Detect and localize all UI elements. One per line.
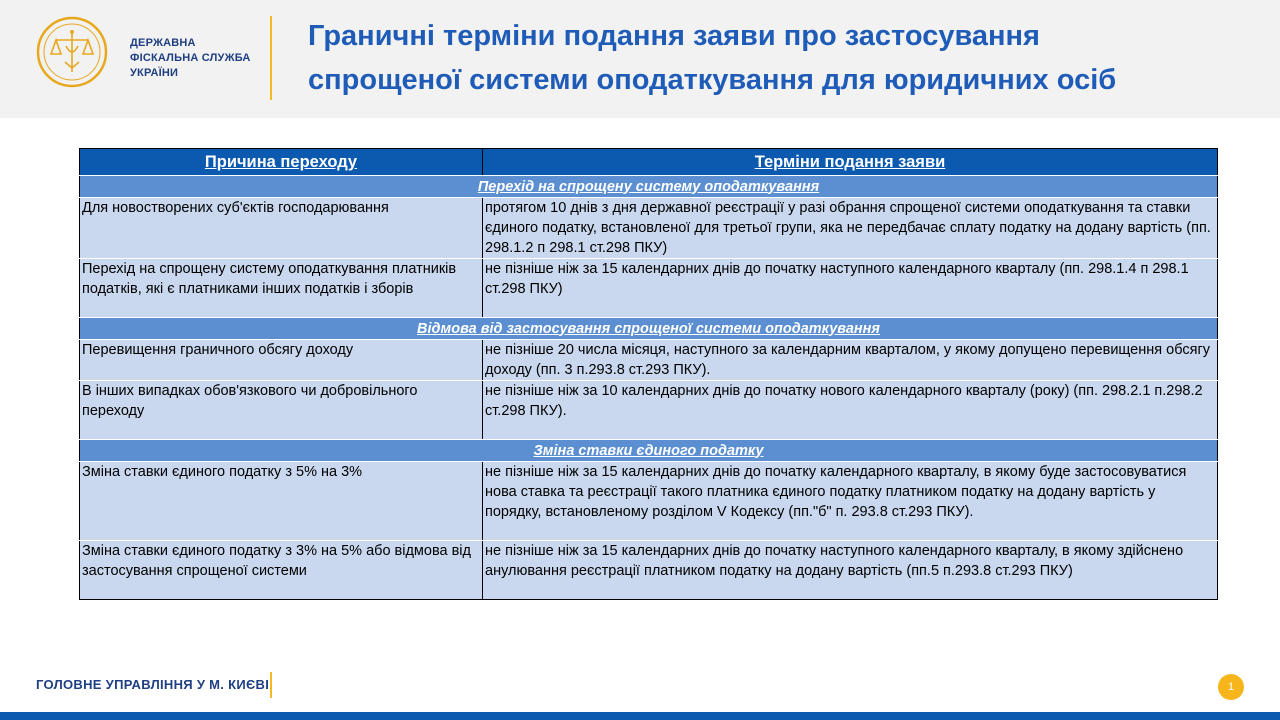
table-row [80,259,1218,318]
reason-cell: Зміна ставки єдиного податку з 5% на 3% [80,462,483,541]
table-row [80,340,1218,381]
footer-divider [270,672,272,698]
table-row [80,198,1218,259]
section-title: Перехід на спрощену систему оподаткування [80,176,1218,198]
section-row [80,440,1218,462]
section-row [80,318,1218,340]
term-cell: не пізніше ніж за 15 календарних днів до початку календарного кварталу, в якому буде застосовуватися нова ставка та реєстрації такого платника єдиного податку платником податку на додану вартість у порядку, встановленому розділом V Кодексу (пп."б" п. 293.8 ст.293 ПКУ). [483,462,1218,541]
table-row [80,381,1218,440]
slide-title [308,14,1268,102]
table-header-row [80,149,1218,176]
section-row [80,176,1218,198]
slide-header [0,0,1280,118]
term-cell: не пізніше ніж за 10 календарних днів до початку нового календарного кварталу (року) (пп. 298.2.1 п.298.2 ст.298 ПКУ). [483,381,1218,440]
reason-cell: Для новостворених суб'єктів господарювання [80,198,483,259]
organization-name-line-3: УКРАЇНИ [130,67,179,79]
term-cell: протягом 10 днів з дня державної реєстрації у разі обрання спрощеної системи оподаткування та ставки єдиного податку, встановленої для третьої групи, яка не передбачає сплату податку на додану вартість (пп. 298.1.2 п 298.1 ст.298 ПКУ) [483,198,1218,259]
section-title: Відмова від застосування спрощеної системи оподаткування [80,318,1218,340]
organization-name-line-1: ДЕРЖАВНА [130,37,196,49]
header-divider [270,16,272,100]
section-title: Зміна ставки єдиного податку [80,440,1218,462]
table-row [80,541,1218,600]
term-cell: не пізніше ніж за 15 календарних днів до початку наступного календарного кварталу, в якому здійснено анулювання реєстрації платником податку на додану вартість (пп.5 п.293.8 ст.293 ПКУ) [483,541,1218,600]
reason-cell: Перевищення граничного обсягу доходу [80,340,483,381]
footer-department: ГОЛОВНЕ УПРАВЛІННЯ У М. КИЄВІ [36,677,270,692]
page-number-badge: 1 [1218,674,1244,700]
table-row [80,462,1218,541]
column-header-terms: Терміни подання заяви [483,149,1218,176]
bottom-accent-bar [0,712,1280,720]
organization-name [130,36,270,81]
organization-name-line-2: ФІСКАЛЬНА СЛУЖБА [130,52,251,64]
column-header-reason: Причина переходу [80,149,483,176]
term-cell: не пізніше 20 числа місяця, наступного за календарним кварталом, у якому допущено перевищення обсягу доходу (пп. 3 п.293.8 ст.293 ПКУ). [483,340,1218,381]
deadlines-table [79,148,1218,600]
tax-service-emblem-icon [36,16,108,88]
reason-cell: Зміна ставки єдиного податку з 3% на 5% або відмова від застосування спрощеної системи [80,541,483,600]
term-cell: не пізніше ніж за 15 календарних днів до початку наступного календарного кварталу (пп. 298.1.4 п 298.1 ст.298 ПКУ) [483,259,1218,318]
reason-cell: Перехід на спрощену систему оподаткування платників податків, які є платниками інших податків і зборів [80,259,483,318]
slide-title-line-1: Граничні терміни подання заяви про застосування [308,20,1040,52]
slide-title-line-2: спрощеної системи оподаткування для юридичних осіб [308,64,1117,96]
reason-cell: В інших випадках обов'язкового чи добровільного переходу [80,381,483,440]
